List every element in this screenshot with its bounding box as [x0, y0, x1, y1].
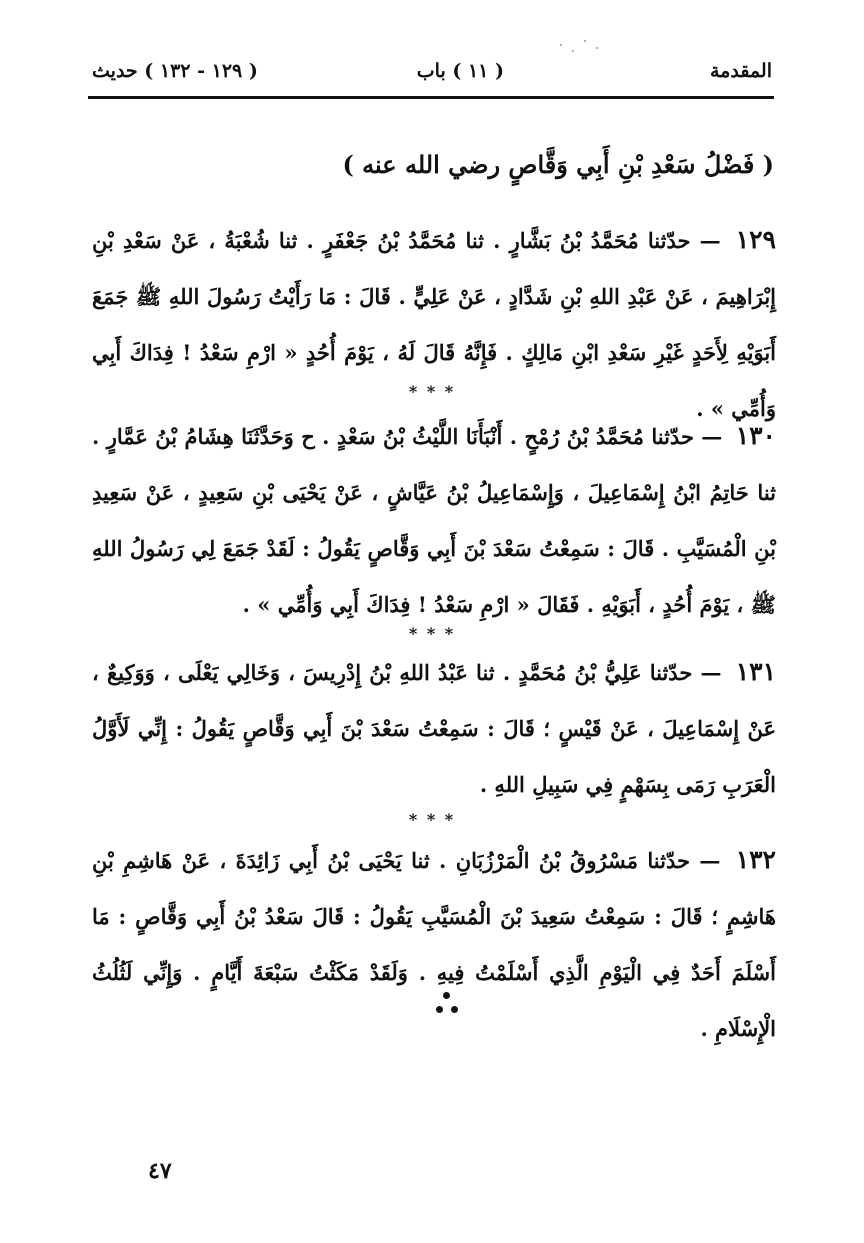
hadith-text: — حدّثنا مُحَمَّدُ بْنُ رُمْحٍ . أَنْبَأَنَا اللَّيْثُ بْنُ سَعْدٍ . ح وَحَدَّثَنَا هِشَامُ بْنُ عَمَّارٍ . ثنا حَاتِمُ ابْنُ إِسْمَاعِيلَ ، وَإِسْمَاعِيلُ بْنُ عَيَّاشٍ ، عَنْ يَحْيَى بْنِ سَعِيدٍ ، عَنْ سَعِيدِ بْنِ الْمُسَيَّبِ . قَالَ : سَمِعْتُ سَعْدَ بْنَ أَبِي وَقَّاصٍ يَقُولُ : لَقَدْ جَمَعَ لِي رَسُولُ اللهِ ﷺ ، يَوْمَ أُحُدٍ ، أَبَوَيْهِ . فَقَالَ « ارْمِ سَعْدُ ! فِدَاكَ أَبِي وَأُمِّي » . [92, 424, 776, 617]
running-head [92, 60, 772, 92]
hadith-number: ١٣٢ [735, 845, 776, 874]
ornament-dot [436, 1006, 443, 1013]
hadith-text: — حدّثنا مُحَمَّدُ بْنُ بَشَّارٍ . ثنا مُحَمَّدُ بْنُ جَعْفَرٍ . ثنا شُعْبَةُ ، عَنْ سَعْدِ بْنِ إِبْرَاهِيمَ ، عَنْ عَبْدِ اللهِ بْنِ شَدَّادٍ ، عَنْ عَلِيٍّ . قَالَ : مَا رَأَيْتُ رَسُولَ اللهِ ﷺ جَمَعَ أَبَوَيْهِ لِأَحَدٍ غَيْرِ سَعْدِ ابْنِ مَالِكٍ . فَإِنَّهُ قَالَ لَهُ ، يَوْمَ أُحُدٍ « ارْمِ سَعْدُ ! فِدَاكَ أَبِي وَأُمِّي » . [92, 228, 776, 421]
hadith-130 [92, 408, 776, 633]
scan-speck [560, 44, 562, 46]
ornament-dot [443, 992, 450, 999]
hadith-129 [92, 212, 776, 437]
hadith-text: — حدّثنا عَلِيُّ بْنُ مُحَمَّدٍ . ثنا عَبْدُ اللهِ بْنُ إِدْرِيسَ ، وَخَالِي يَعْلَى ، وَوَكِيعٌ ، عَنْ إِسْمَاعِيلَ ، عَنْ قَيْسٍ ؛ قَالَ : سَمِعْتُ سَعْدَ بْنَ أَبِي وَقَّاصٍ يَقُولُ : إِنِّي لَأَوَّلُ الْعَرَبِ رَمَى بِسَهْمٍ فِي سَبِيلِ اللهِ . [92, 660, 776, 797]
hadith-number: ١٣١ [735, 657, 777, 686]
end-ornament [422, 990, 472, 1026]
separator-stars: * * * [408, 382, 456, 401]
separator-stars: * * * [408, 624, 456, 643]
running-head-chapter: المقدمة [709, 60, 772, 82]
scan-speck [572, 50, 574, 52]
page-number: ٤٧ [148, 1158, 172, 1184]
hadith-131 [92, 644, 776, 813]
separator-stars: * * * [408, 810, 456, 829]
hadith-number: ١٣٠ [735, 421, 776, 450]
running-head-hadith-range: ( ١٢٩ - ١٣٢ ) حديث [92, 60, 258, 82]
hadith-number: ١٢٩ [735, 225, 776, 254]
ornament-dot [451, 1006, 458, 1013]
scan-speck [596, 47, 598, 49]
hadith-text: — حدّثنا مَسْرُوقُ بْنُ الْمَرْزُبَانِ . ثنا يَحْيَى بْنُ أَبِي زَائِدَةَ ، عَنْ هَاشِمِ بْنِ هَاشِمٍ ؛ قَالَ : سَمِعْتُ سَعِيدَ بْنَ الْمُسَيَّبِ يَقُولُ : قَالَ سَعْدُ بْنُ أَبِي وَقَّاصٍ : مَا أَسْلَمَ أَحَدٌ فِي الْيَوْمِ الَّذِي أَسْلَمْتُ فِيهِ . وَلَقَدْ مَكَثْتُ سَبْعَةَ أَيَّامٍ . وَإِنِّي لَثُلُثُ الْإِسْلَامِ . [92, 848, 776, 1041]
scan-speck [584, 40, 586, 42]
running-head-bab: ( ١١ ) باب [416, 60, 504, 82]
section-title: ( فَضْلُ سَعْدِ بْنِ أَبِي وَقَّاصٍ رضي الله عنه ) [342, 150, 774, 179]
header-rule [88, 96, 774, 99]
